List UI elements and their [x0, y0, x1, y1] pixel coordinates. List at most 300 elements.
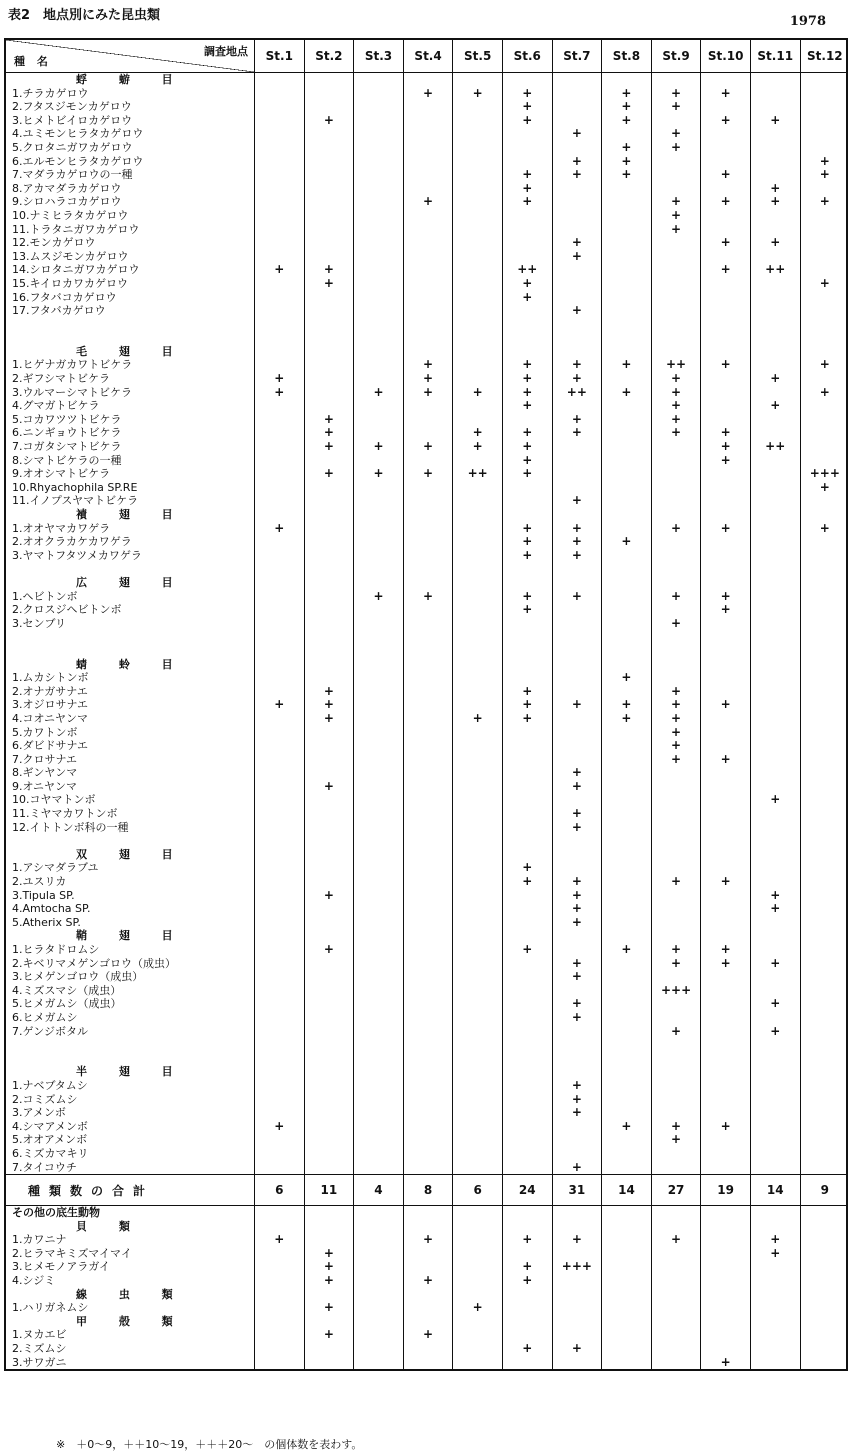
abundance-cell	[353, 223, 403, 237]
abundance-cell	[304, 522, 354, 536]
other-title: その他の底生動物	[12, 1206, 100, 1220]
empty-cell	[452, 562, 502, 576]
station-header: St.7	[552, 40, 602, 72]
abundance-cell	[304, 793, 354, 807]
empty-cell	[601, 508, 651, 522]
species-name: 10.コヤマトンボ	[12, 793, 96, 807]
species-name: 1.アシマダラブユ	[12, 861, 99, 875]
abundance-cell	[502, 304, 552, 318]
spacer	[6, 834, 254, 848]
abundance-cell	[750, 1093, 800, 1107]
species-name: 2.オオクラカケカワゲラ	[12, 535, 132, 549]
abundance-cell	[601, 494, 651, 508]
abundance-cell	[254, 861, 304, 875]
abundance-cell	[601, 250, 651, 264]
abundance-cell: +	[750, 1247, 800, 1261]
abundance-cell	[750, 590, 800, 604]
abundance-cell	[452, 685, 502, 699]
abundance-cell	[651, 250, 701, 264]
table-row	[6, 1093, 846, 1107]
abundance-cell	[452, 291, 502, 305]
abundance-cell	[403, 304, 453, 318]
abundance-cell	[601, 875, 651, 889]
empty-cell	[403, 1052, 453, 1066]
species-name: 4.Amtocha SP.	[12, 902, 91, 916]
abundance-cell	[651, 1342, 701, 1356]
order-row	[6, 1288, 846, 1302]
abundance-cell	[502, 753, 552, 767]
empty-cell	[651, 929, 701, 943]
species-name: 7.マダラカゲロウの一種	[12, 168, 133, 182]
empty-cell	[750, 1315, 800, 1329]
abundance-cell	[353, 1328, 403, 1342]
abundance-cell: +	[700, 236, 750, 250]
abundance-cell	[353, 902, 403, 916]
abundance-cell	[552, 685, 602, 699]
abundance-cell	[353, 277, 403, 291]
abundance-cell: +	[552, 426, 602, 440]
abundance-cell: +	[403, 440, 453, 454]
abundance-cell: +	[700, 114, 750, 128]
abundance-cell: +	[502, 182, 552, 196]
abundance-cell	[502, 957, 552, 971]
abundance-cell	[800, 889, 850, 903]
abundance-cell	[452, 1247, 502, 1261]
abundance-cell	[700, 1133, 750, 1147]
abundance-cell	[800, 1247, 850, 1261]
abundance-cell	[700, 685, 750, 699]
species-name: 5.クロタニガワカゲロウ	[12, 140, 133, 154]
abundance-cell	[750, 277, 800, 291]
species-name: 5.コカワツツトビケラ	[12, 412, 122, 426]
abundance-cell	[750, 168, 800, 182]
empty-cell	[651, 73, 701, 87]
abundance-cell	[254, 277, 304, 291]
empty-cell	[800, 1288, 850, 1302]
empty-cell	[651, 848, 701, 862]
spacer-row	[6, 1052, 846, 1066]
empty-cell	[353, 834, 403, 848]
abundance-cell: +	[601, 100, 651, 114]
empty-cell	[601, 848, 651, 862]
table-row	[6, 970, 846, 984]
empty-cell	[304, 1038, 354, 1052]
abundance-cell	[700, 223, 750, 237]
abundance-cell	[452, 277, 502, 291]
empty-cell	[353, 1206, 403, 1220]
empty-cell	[651, 834, 701, 848]
abundance-cell: +	[601, 712, 651, 726]
species-name: 3.Tipula SP.	[12, 888, 75, 902]
empty-cell	[651, 658, 701, 672]
species-name: 8.アカマダラカゲロウ	[12, 181, 122, 195]
species-name: 1.ヒラタドロムシ	[12, 943, 100, 956]
abundance-cell	[403, 671, 453, 685]
abundance-cell	[800, 127, 850, 141]
abundance-cell	[800, 780, 850, 794]
abundance-cell: +	[552, 358, 602, 372]
abundance-cell	[452, 494, 502, 508]
abundance-cell: +	[750, 195, 800, 209]
empty-cell	[800, 345, 850, 359]
abundance-cell	[800, 399, 850, 413]
species-name: 17.フタバカゲロウ	[12, 304, 106, 318]
abundance-cell: ++	[750, 263, 800, 277]
abundance-cell	[700, 1093, 750, 1107]
empty-cell	[800, 644, 850, 658]
abundance-cell: +	[304, 114, 354, 128]
abundance-cell	[452, 100, 502, 114]
abundance-cell: +	[552, 698, 602, 712]
station-header: St.11	[750, 40, 800, 72]
abundance-cell	[403, 413, 453, 427]
abundance-cell	[750, 100, 800, 114]
abundance-cell: +	[452, 440, 502, 454]
empty-cell	[651, 1038, 701, 1052]
abundance-cell	[552, 603, 602, 617]
abundance-cell	[353, 671, 403, 685]
abundance-cell	[601, 889, 651, 903]
empty-cell	[651, 1065, 701, 1079]
empty-cell	[750, 562, 800, 576]
abundance-cell	[254, 1301, 304, 1315]
abundance-cell	[601, 195, 651, 209]
abundance-cell	[353, 209, 403, 223]
abundance-cell	[353, 916, 403, 930]
empty-cell	[502, 318, 552, 332]
abundance-cell	[403, 698, 453, 712]
abundance-cell	[304, 1093, 354, 1107]
abundance-cell	[651, 168, 701, 182]
abundance-cell	[403, 155, 453, 169]
abundance-cell: +	[651, 386, 701, 400]
table-row	[6, 223, 846, 237]
species-name: 2.オナガサナエ	[12, 684, 88, 698]
abundance-cell	[750, 155, 800, 169]
table-row	[6, 617, 846, 631]
abundance-cell: +	[651, 141, 701, 155]
table-row	[6, 1147, 846, 1161]
empty-cell	[304, 834, 354, 848]
order-label: 襀 翅 目	[76, 508, 187, 521]
abundance-cell: +	[700, 440, 750, 454]
abundance-cell	[353, 766, 403, 780]
abundance-cell: +	[452, 386, 502, 400]
abundance-cell	[353, 875, 403, 889]
abundance-cell: +	[254, 1233, 304, 1247]
abundance-cell: +	[601, 671, 651, 685]
order-row	[6, 345, 846, 359]
abundance-cell: +	[552, 127, 602, 141]
species-name: 5.Atherix SP.	[12, 915, 81, 929]
abundance-cell	[502, 997, 552, 1011]
empty-cell	[552, 834, 602, 848]
empty-cell	[353, 318, 403, 332]
abundance-cell	[601, 127, 651, 141]
empty-cell	[750, 929, 800, 943]
abundance-cell	[403, 182, 453, 196]
abundance-cell	[502, 1247, 552, 1261]
empty-cell	[452, 345, 502, 359]
abundance-cell	[304, 372, 354, 386]
abundance-cell	[254, 984, 304, 998]
table-row	[6, 780, 846, 794]
spacer	[6, 630, 254, 644]
empty-cell	[552, 1288, 602, 1302]
abundance-cell	[452, 413, 502, 427]
abundance-cell	[651, 549, 701, 563]
empty-cell	[304, 318, 354, 332]
abundance-cell	[651, 1301, 701, 1315]
abundance-cell	[750, 481, 800, 495]
abundance-cell: +	[651, 726, 701, 740]
abundance-cell	[552, 263, 602, 277]
abundance-cell	[304, 984, 354, 998]
abundance-cell: +	[700, 263, 750, 277]
abundance-cell: +	[601, 386, 651, 400]
abundance-cell	[304, 617, 354, 631]
abundance-cell: +	[502, 277, 552, 291]
empty-cell	[403, 562, 453, 576]
empty-cell	[750, 1220, 800, 1234]
abundance-cell	[254, 970, 304, 984]
abundance-cell	[452, 957, 502, 971]
abundance-cell	[254, 671, 304, 685]
abundance-cell	[700, 1079, 750, 1093]
station-header: St.2	[304, 40, 354, 72]
abundance-cell: +	[304, 277, 354, 291]
species-name: 6.エルモンヒラタカゲロウ	[12, 154, 144, 168]
empty-cell	[254, 1206, 304, 1220]
table-row	[6, 1011, 846, 1025]
abundance-cell	[800, 861, 850, 875]
abundance-cell: +	[651, 399, 701, 413]
species-name: 1.オオヤマカワゲラ	[12, 521, 111, 535]
species-name: 6.ミズカマキリ	[12, 1146, 89, 1160]
abundance-cell	[452, 1342, 502, 1356]
abundance-cell: +	[601, 141, 651, 155]
empty-cell	[750, 345, 800, 359]
abundance-cell	[750, 712, 800, 726]
table-row	[6, 1301, 846, 1315]
abundance-cell: +	[502, 861, 552, 875]
empty-cell	[254, 848, 304, 862]
abundance-cell	[552, 1328, 602, 1342]
empty-cell	[452, 929, 502, 943]
empty-cell	[452, 630, 502, 644]
abundance-cell	[403, 481, 453, 495]
empty-cell	[304, 508, 354, 522]
abundance-cell: +	[502, 549, 552, 563]
empty-cell	[502, 1052, 552, 1066]
empty-cell	[552, 848, 602, 862]
abundance-cell	[750, 1079, 800, 1093]
abundance-cell	[552, 277, 602, 291]
abundance-cell	[403, 236, 453, 250]
abundance-cell	[254, 739, 304, 753]
abundance-cell	[403, 712, 453, 726]
abundance-cell	[552, 671, 602, 685]
abundance-cell	[502, 481, 552, 495]
abundance-cell: +	[502, 291, 552, 305]
abundance-cell: +	[552, 889, 602, 903]
empty-cell	[403, 658, 453, 672]
abundance-cell	[552, 481, 602, 495]
table-row	[6, 114, 846, 128]
abundance-cell: +	[403, 1233, 453, 1247]
abundance-cell	[552, 100, 602, 114]
empty-cell	[601, 562, 651, 576]
abundance-cell	[502, 1079, 552, 1093]
abundance-cell	[452, 793, 502, 807]
empty-cell	[750, 848, 800, 862]
empty-cell	[601, 658, 651, 672]
abundance-cell: +	[304, 1301, 354, 1315]
abundance-cell	[452, 1093, 502, 1107]
abundance-cell: +	[502, 87, 552, 101]
empty-cell	[304, 1288, 354, 1302]
abundance-cell: +	[750, 997, 800, 1011]
abundance-cell	[651, 902, 701, 916]
abundance-cell: +	[651, 127, 701, 141]
abundance-cell	[800, 1233, 850, 1247]
empty-cell	[700, 1315, 750, 1329]
empty-cell	[601, 345, 651, 359]
order-label: 双 翅 目	[76, 847, 187, 861]
abundance-cell	[254, 141, 304, 155]
abundance-cell	[552, 1120, 602, 1134]
empty-cell	[502, 1315, 552, 1329]
insect-table	[4, 38, 848, 1371]
total-cell: 14	[750, 1175, 800, 1205]
empty-cell	[403, 929, 453, 943]
spacer	[6, 318, 254, 332]
abundance-cell: +	[651, 372, 701, 386]
abundance-cell	[353, 304, 403, 318]
abundance-cell: +	[601, 155, 651, 169]
abundance-cell: +	[601, 698, 651, 712]
table-row	[6, 195, 846, 209]
abundance-cell	[452, 209, 502, 223]
empty-cell	[750, 73, 800, 87]
abundance-cell	[700, 399, 750, 413]
abundance-cell	[452, 372, 502, 386]
empty-cell	[601, 1038, 651, 1052]
abundance-cell: +	[502, 168, 552, 182]
abundance-cell: +	[452, 712, 502, 726]
abundance-cell: +	[651, 957, 701, 971]
abundance-cell	[700, 1260, 750, 1274]
abundance-cell: +	[304, 440, 354, 454]
abundance-cell	[452, 902, 502, 916]
abundance-cell	[502, 902, 552, 916]
abundance-cell	[403, 1133, 453, 1147]
abundance-cell	[800, 1356, 850, 1370]
abundance-cell	[552, 617, 602, 631]
abundance-cell: +++	[800, 467, 850, 481]
empty-cell	[651, 1052, 701, 1066]
abundance-cell	[452, 1260, 502, 1274]
abundance-cell: +	[700, 87, 750, 101]
abundance-cell: +	[552, 916, 602, 930]
station-header: St.3	[353, 40, 403, 72]
table-row	[6, 304, 846, 318]
abundance-cell	[651, 277, 701, 291]
table-row	[6, 671, 846, 685]
abundance-cell	[353, 861, 403, 875]
abundance-cell: +	[353, 590, 403, 604]
abundance-cell	[700, 182, 750, 196]
order-row	[6, 658, 846, 672]
empty-cell	[552, 508, 602, 522]
empty-cell	[502, 562, 552, 576]
species-name: 11.トラタニガワカゲロウ	[12, 222, 140, 236]
abundance-cell	[601, 426, 651, 440]
abundance-cell: +	[502, 399, 552, 413]
abundance-cell	[800, 1274, 850, 1288]
abundance-cell: +	[502, 454, 552, 468]
abundance-cell: +	[552, 372, 602, 386]
abundance-cell	[750, 1328, 800, 1342]
abundance-cell	[502, 1301, 552, 1315]
abundance-cell	[353, 1133, 403, 1147]
abundance-cell	[304, 100, 354, 114]
empty-cell	[651, 508, 701, 522]
abundance-cell	[750, 780, 800, 794]
abundance-cell	[601, 726, 651, 740]
species-name: 6.ダビドサナエ	[12, 739, 89, 753]
abundance-cell	[651, 1274, 701, 1288]
order-row	[6, 1065, 846, 1079]
abundance-cell	[800, 413, 850, 427]
empty-cell	[452, 834, 502, 848]
empty-cell	[452, 331, 502, 345]
abundance-cell	[304, 671, 354, 685]
abundance-cell: +	[800, 358, 850, 372]
spacer-row	[6, 834, 846, 848]
abundance-cell	[700, 1301, 750, 1315]
abundance-cell: +	[552, 780, 602, 794]
total-cell: 9	[800, 1175, 850, 1205]
abundance-cell	[800, 291, 850, 305]
abundance-cell	[353, 970, 403, 984]
abundance-cell	[651, 494, 701, 508]
abundance-cell	[552, 1133, 602, 1147]
abundance-cell	[651, 263, 701, 277]
abundance-cell	[304, 127, 354, 141]
abundance-cell	[254, 821, 304, 835]
empty-cell	[502, 644, 552, 658]
abundance-cell	[254, 127, 304, 141]
abundance-cell	[254, 100, 304, 114]
abundance-cell	[750, 426, 800, 440]
abundance-cell: +	[254, 372, 304, 386]
abundance-cell	[750, 807, 800, 821]
abundance-cell	[552, 712, 602, 726]
abundance-cell	[700, 1274, 750, 1288]
abundance-cell	[353, 549, 403, 563]
table-row	[6, 793, 846, 807]
empty-cell	[601, 73, 651, 87]
table-row	[6, 984, 846, 998]
abundance-cell	[304, 358, 354, 372]
empty-cell	[750, 1052, 800, 1066]
abundance-cell	[304, 399, 354, 413]
abundance-cell: +	[304, 1247, 354, 1261]
abundance-cell	[651, 155, 701, 169]
abundance-cell	[601, 1011, 651, 1025]
abundance-cell	[651, 1106, 701, 1120]
